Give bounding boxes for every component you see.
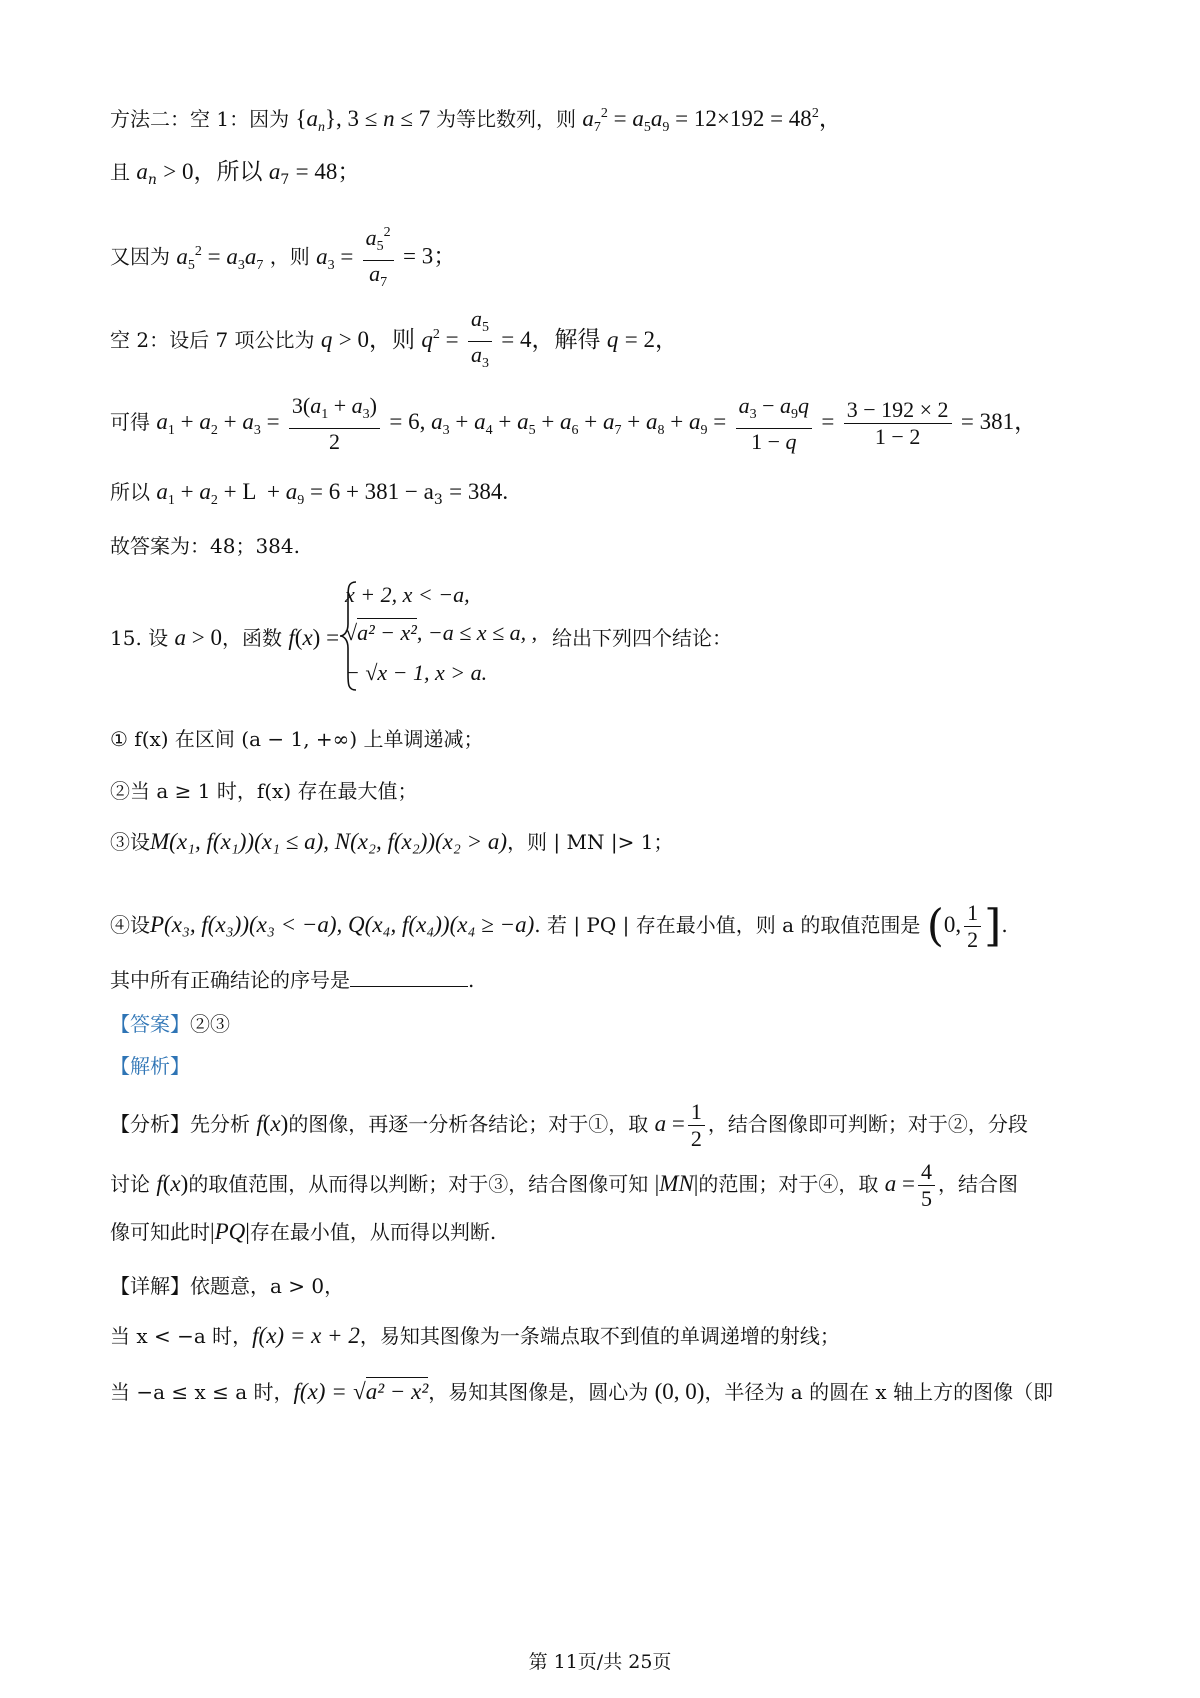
- q-fraction: $\frac{a_5}{a_3}$: [468, 306, 492, 377]
- analysis-label: 【解析】: [110, 1054, 190, 1078]
- blank2-intro: 空 2：设后 7 项公比为: [110, 328, 315, 352]
- case-2: √a² − x², −a ≤ x ≤ a, ,: [345, 620, 538, 645]
- total-value: = 6 + 381 − a: [309, 479, 434, 504]
- fenxi-line-2: 讨论 f(x)的取值范围，从而得以判断；对于③，结合图像可知 |MN|的范围；对于④，取 a = $\frac{4}{5}$ ，结合图: [110, 1159, 1018, 1211]
- a3-fraction: $\frac{a_5^2}{a_7}$: [363, 220, 394, 296]
- can-get: 可得: [110, 410, 150, 434]
- a3-value: = 3；: [403, 243, 457, 269]
- fenxi-line-1: 【分析】先分析 f(x)的图像，再逐一分析各结论；对于①，取 a = $\frac{1}{2}$ ，结合图像即可判断；对于②，分段: [110, 1099, 1028, 1151]
- detail-line-3: 当 −a ≤ x ≤ a 时，f(x) = √a² − x²，易知其图像是，圆心为 (0, 0)，半径为 a 的圆在 x 轴上方的图像（即: [110, 1379, 1054, 1404]
- a7-square: $a_7^2 = a_5a_9$: [582, 106, 670, 135]
- q-eq4: = 4，解得: [501, 327, 601, 352]
- answer-label: 【答案】: [110, 1012, 190, 1036]
- again-text: 又因为: [110, 244, 170, 269]
- first-sum-fraction: $\frac{3(a_1 + a_3)}{2}$: [289, 393, 380, 455]
- answer-blank: [350, 966, 468, 987]
- an-gt0: > 0，所以: [163, 159, 263, 184]
- q-value: = 2，: [624, 327, 678, 352]
- half-fraction: $\frac{1}{2}$: [688, 1099, 705, 1152]
- conclusion-4: ④设P(x₃, f(x₃))(x₃ < −a), Q(x₄, f(x₄))(x₄ ≥ −a). 若 | PQ | 存在最小值，则 a 的取值范围是 (0, $\frac{1}{2}$ ].: [110, 900, 1008, 952]
- detail-label: 【详解】: [110, 1274, 190, 1298]
- answer-value: ②③: [190, 1012, 230, 1036]
- answer-row: [110, 1010, 230, 1038]
- sum-line: 可得 $a_1 + a_2 + a_3$ = $\frac{3(a_1 + a_3)}{2}$ = 6, $a_3 + a_4 + a_5 + a_6 + a_7 + a_8 + a_9$ = $\frac{a_3 - a_9q}{1 - q}$ = $\frac{3 - 192 \times 2}{1 - 2}$ = 381，: [110, 392, 1038, 454]
- range-half: $\frac{1}{2}$: [964, 900, 981, 953]
- blank2-line: 空 2：设后 7 项公比为 q > 0，则 $q^2$ = $\frac{a_5}{a_3}$ = 4，解得 q = 2，: [110, 306, 678, 377]
- four-fifths-fraction: $\frac{4}{5}$: [918, 1159, 935, 1212]
- page-footer: 第 11页/共 25页: [528, 1651, 672, 1673]
- correct-prompt: 其中所有正确结论的序号是: [110, 968, 350, 992]
- an-positive-line: 且 $a_n > 0$，所以 $a_7 = 48$；: [110, 159, 361, 188]
- method2-line: 方法二：空 1：因为 $\{a_n\}$, 3 ≤ n ≤ 7 为等比数列，则 $a_7^2 = a_5a_9 = 12\times 192 = 48^2$，: [110, 106, 842, 135]
- method2-cond: 为等比数列，则: [436, 107, 577, 131]
- conclusion-3-body: M(x₁, f(x₁))(x₁ ≤ a), N(x₂, f(x₂))(x₂ > a): [150, 829, 508, 854]
- q15-intro-line: 15. 设 a > 0，函数 f(x) =: [110, 625, 340, 650]
- total-line: 所以 $a_1 + a_2 + L + a_9 = 6 + 381 - a_3 = 384$.: [110, 479, 509, 508]
- q15-tail: 给出下列四个结论：: [552, 626, 732, 650]
- method2-intro: 方法二：空 1：因为: [110, 107, 290, 131]
- conclusion-4-body: P(x₃, f(x₃))(x₃ < −a), Q(x₄, f(x₄))(x₄ ≥ −a): [150, 912, 535, 937]
- range-left: 0,: [943, 912, 962, 937]
- q15-func: ，函数: [222, 626, 283, 650]
- numeric-fraction: $\frac{3 - 192 \times 2}{1 - 2}$: [844, 397, 952, 450]
- and-text: 且: [110, 160, 130, 184]
- q-gt0: > 0，则: [338, 327, 415, 352]
- case-1: x + 2, x < −a,: [345, 582, 470, 607]
- answer-line: 故答案为：48；384.: [110, 534, 300, 558]
- q15-intro: 15. 设: [110, 626, 169, 650]
- case-3: − √x − 1, x > a.: [345, 660, 488, 685]
- fenxi-label: 【分析】: [110, 1112, 190, 1136]
- detail-line-2: 当 x < −a 时，f(x) = x + 2，易知其图像为一条端点取不到值的单调递增的射线；: [110, 1323, 840, 1348]
- conclusion-3: ③设M(x₁, f(x₁))(x₁ ≤ a), N(x₂, f(x₂))(x₂ > a)，则 | MN |> 1；: [110, 829, 674, 854]
- a7-value: = 48；: [295, 159, 361, 184]
- sum-value: = 381，: [960, 409, 1038, 434]
- a3-line: 又因为 $a_5^2 = a_3a_7$ ，则 $a_3$ = $\frac{a_5^2}{a_7}$ = 3；: [110, 220, 456, 296]
- geo-sum-fraction: $\frac{a_3 - a_9q}{1 - q}$: [736, 393, 812, 455]
- correct-prompt-line: 其中所有正确结论的序号是 .: [110, 968, 475, 992]
- total-end: = 384.: [449, 479, 509, 504]
- fenxi-line-3: 像可知此时|PQ|存在最小值，从而得以判断.: [110, 1219, 497, 1244]
- detail-line-1: 【详解】依题意，a > 0，: [110, 1274, 345, 1298]
- so-text: 所以: [110, 480, 150, 504]
- conclusion-1: ① f(x) 在区间 (a − 1, +∞) 上单调递减；: [110, 727, 484, 751]
- then-a3: ，则: [269, 244, 310, 269]
- method2-eq: = 12×192 = 48: [675, 106, 812, 131]
- sequence-set: $\{a_n\}$, 3 ≤ n ≤ 7: [295, 106, 437, 135]
- conclusion-2: ②当 a ≥ 1 时，f(x) 存在最大值；: [110, 779, 418, 803]
